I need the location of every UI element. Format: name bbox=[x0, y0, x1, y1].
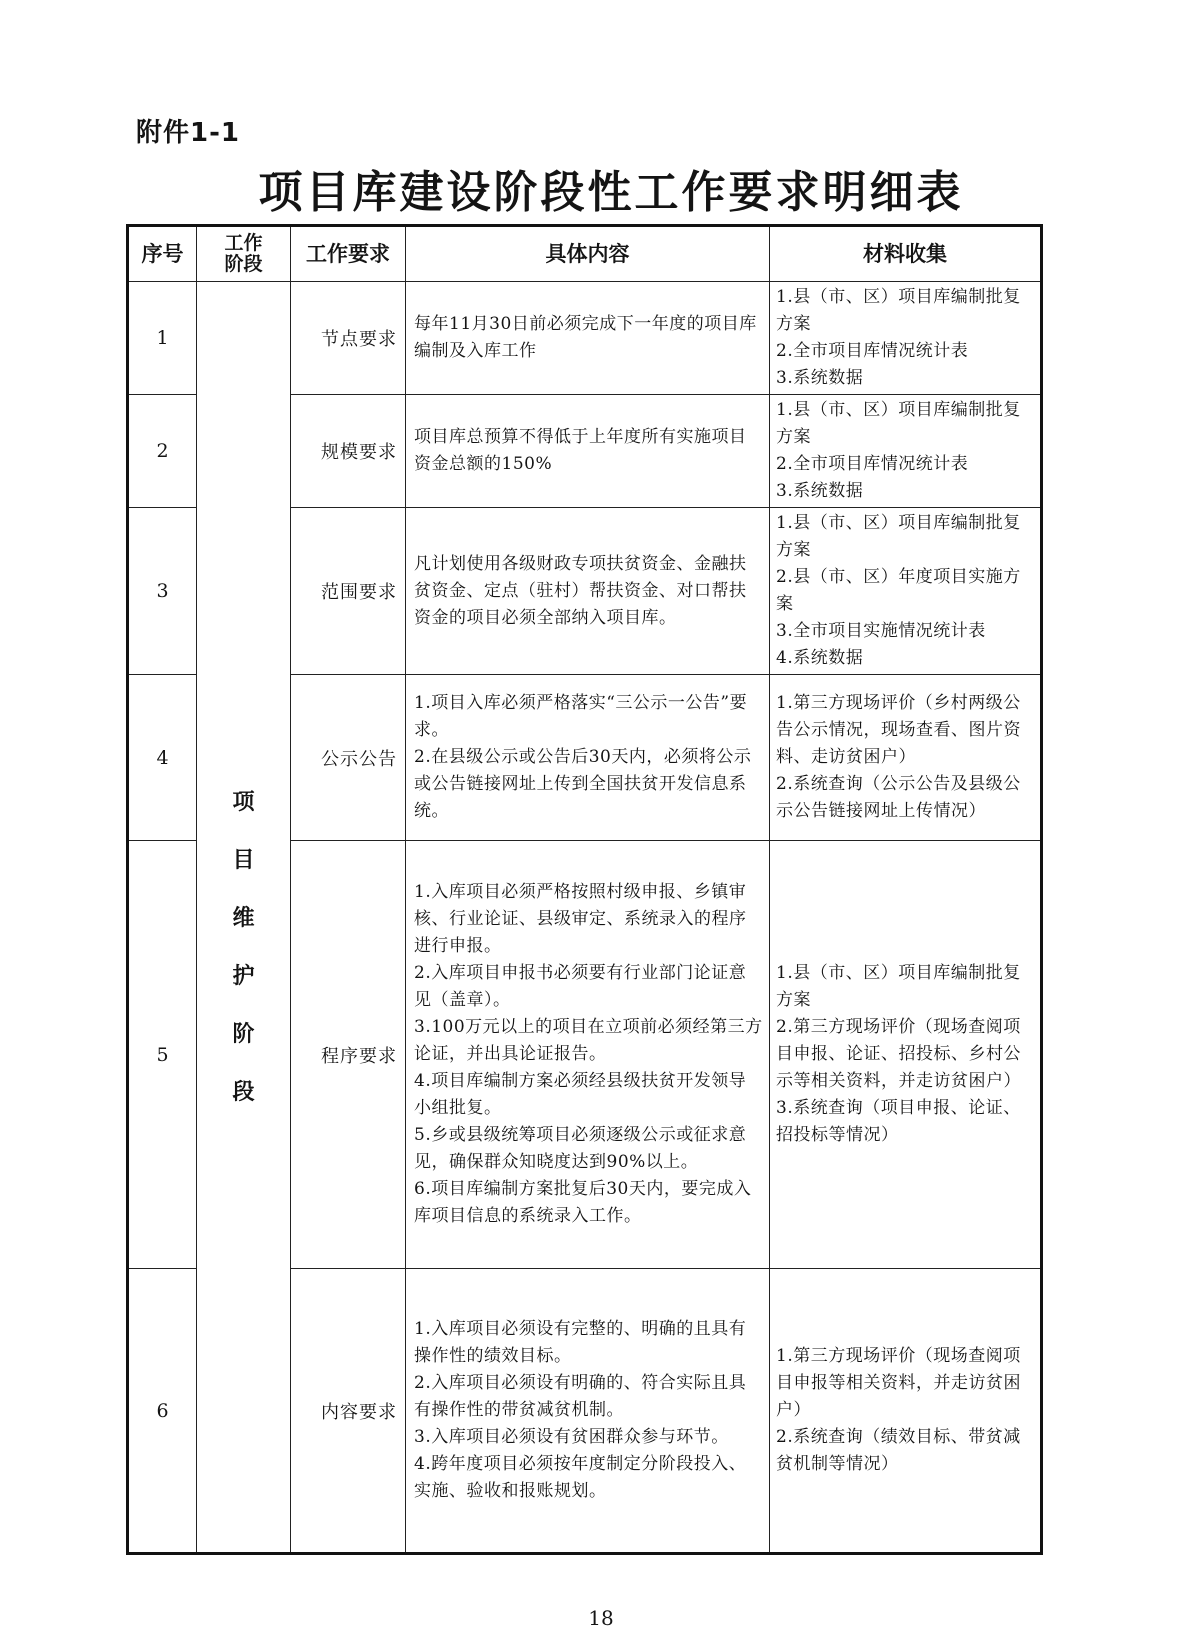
material-line: 2.系统查询（公示公告及县级公示公告链接网址上传情况） bbox=[776, 774, 1021, 821]
material-line: 3.全市项目实施情况统计表 bbox=[776, 621, 986, 641]
material-line: 2.第三方现场评价（现场查阅项目申报、论证、招投标、乡村公示等相关资料，并走访贫困户） bbox=[776, 1017, 1021, 1091]
table-row bbox=[128, 282, 1042, 395]
page-number: 18 bbox=[588, 1606, 614, 1630]
row-seq: 4 bbox=[128, 675, 197, 841]
material-line: 1.第三方现场评价（现场查阅项目申报等相关资料，并走访贫困户） bbox=[776, 1346, 1021, 1420]
requirements-table bbox=[126, 224, 1043, 1555]
material-line: 3.系统查询（项目申报、论证、招投标等情况） bbox=[776, 1098, 1021, 1145]
row-materials bbox=[770, 675, 1042, 841]
material-line: 1.第三方现场评价（乡村两级公告公示情况，现场查看、图片资料、走访贫困户） bbox=[776, 693, 1021, 767]
content-line: 5.乡或县级统筹项目必须逐级公示或征求意见，确保群众知晓度达到90%以上。 bbox=[414, 1125, 747, 1172]
material-line: 2.全市项目库情况统计表 bbox=[776, 454, 969, 474]
stage-cell bbox=[197, 282, 291, 1554]
row-requirement: 内容要求 bbox=[291, 1269, 406, 1554]
content-line: 1.入库项目必须严格按照村级申报、乡镇审核、行业论证、县级审定、系统录入的程序进行申报。 bbox=[414, 882, 747, 956]
row-materials bbox=[770, 841, 1042, 1269]
stage-char: 目 bbox=[232, 847, 255, 873]
stage-char: 护 bbox=[232, 963, 255, 989]
material-line: 1.县（市、区）项目库编制批复方案 bbox=[776, 963, 1021, 1010]
header-content: 具体内容 bbox=[406, 226, 770, 282]
header-requirement: 工作要求 bbox=[291, 226, 406, 282]
material-line: 1.县（市、区）项目库编制批复方案 bbox=[776, 287, 1021, 334]
row-content bbox=[406, 675, 770, 841]
row-content bbox=[406, 841, 770, 1269]
stage-char: 段 bbox=[232, 1079, 255, 1105]
content-line: 2.入库项目申报书必须要有行业部门论证意见（盖章）。 bbox=[414, 963, 747, 1010]
content-line: 4.跨年度项目必须按年度制定分阶段投入、实施、验收和报账规划。 bbox=[414, 1454, 747, 1501]
content-line: 项目库总预算不得低于上年度所有实施项目资金总额的150% bbox=[414, 427, 747, 474]
stage-char: 项 bbox=[232, 789, 255, 815]
content-line: 2.在县级公示或公告后30天内，必须将公示或公告链接网址上传到全国扶贫开发信息系统。 bbox=[414, 747, 752, 821]
row-seq: 2 bbox=[128, 395, 197, 508]
content-line: 4.项目库编制方案必须经县级扶贫开发领导小组批复。 bbox=[414, 1071, 747, 1118]
material-line: 1.县（市、区）项目库编制批复方案 bbox=[776, 400, 1021, 447]
row-requirement: 节点要求 bbox=[291, 282, 406, 395]
material-line: 2.县（市、区）年度项目实施方案 bbox=[776, 567, 1021, 614]
content-line: 1.入库项目必须设有完整的、明确的且具有操作性的绩效目标。 bbox=[414, 1319, 747, 1366]
row-seq: 1 bbox=[128, 282, 197, 395]
row-content bbox=[406, 395, 770, 508]
row-requirement: 规模要求 bbox=[291, 395, 406, 508]
row-materials bbox=[770, 1269, 1042, 1554]
row-materials bbox=[770, 282, 1042, 395]
row-materials bbox=[770, 508, 1042, 675]
row-requirement: 程序要求 bbox=[291, 841, 406, 1269]
header-stage bbox=[197, 226, 291, 282]
stage-char: 阶 bbox=[232, 1021, 255, 1047]
material-line: 3.系统数据 bbox=[776, 368, 864, 388]
material-line: 4.系统数据 bbox=[776, 648, 864, 668]
table-header-row bbox=[128, 226, 1042, 282]
attachment-label: 附件1-1 bbox=[136, 118, 240, 148]
header-stage-line2: 阶段 bbox=[224, 253, 263, 275]
content-line: 2.入库项目必须设有明确的、符合实际且具有操作性的带贫减贫机制。 bbox=[414, 1373, 747, 1420]
material-line: 3.系统数据 bbox=[776, 481, 864, 501]
row-content bbox=[406, 508, 770, 675]
content-line: 凡计划使用各级财政专项扶贫资金、金融扶贫资金、定点（驻村）帮扶资金、对口帮扶资金的项目必须全部纳入项目库。 bbox=[414, 553, 747, 628]
content-line: 每年11月30日前必须完成下一年度的项目库编制及入库工作 bbox=[414, 314, 757, 361]
header-materials: 材料收集 bbox=[770, 226, 1042, 282]
content-line: 6.项目库编制方案批复后30天内，要完成入库项目信息的系统录入工作。 bbox=[414, 1179, 752, 1226]
row-requirement: 公示公告 bbox=[291, 675, 406, 841]
row-seq: 6 bbox=[128, 1269, 197, 1554]
material-line: 2.全市项目库情况统计表 bbox=[776, 341, 969, 361]
content-line: 3.入库项目必须设有贫困群众参与环节。 bbox=[414, 1427, 729, 1447]
content-line: 3.100万元以上的项目在立项前必须经第三方论证，并出具论证报告。 bbox=[414, 1017, 763, 1064]
header-seq: 序号 bbox=[128, 226, 197, 282]
material-line: 1.县（市、区）项目库编制批复方案 bbox=[776, 513, 1021, 560]
content-line: 1.项目入库必须严格落实“三公示一公告”要求。 bbox=[414, 693, 748, 740]
page-title: 项目库建设阶段性工作要求明细表 bbox=[258, 167, 964, 218]
material-line: 2.系统查询（绩效目标、带贫减贫机制等情况） bbox=[776, 1427, 1021, 1474]
row-requirement: 范围要求 bbox=[291, 508, 406, 675]
row-content bbox=[406, 1269, 770, 1554]
stage-char: 维 bbox=[232, 905, 255, 931]
row-seq: 5 bbox=[128, 841, 197, 1269]
row-seq: 3 bbox=[128, 508, 197, 675]
row-content bbox=[406, 282, 770, 395]
header-stage-line1: 工作 bbox=[224, 232, 263, 254]
row-materials bbox=[770, 395, 1042, 508]
